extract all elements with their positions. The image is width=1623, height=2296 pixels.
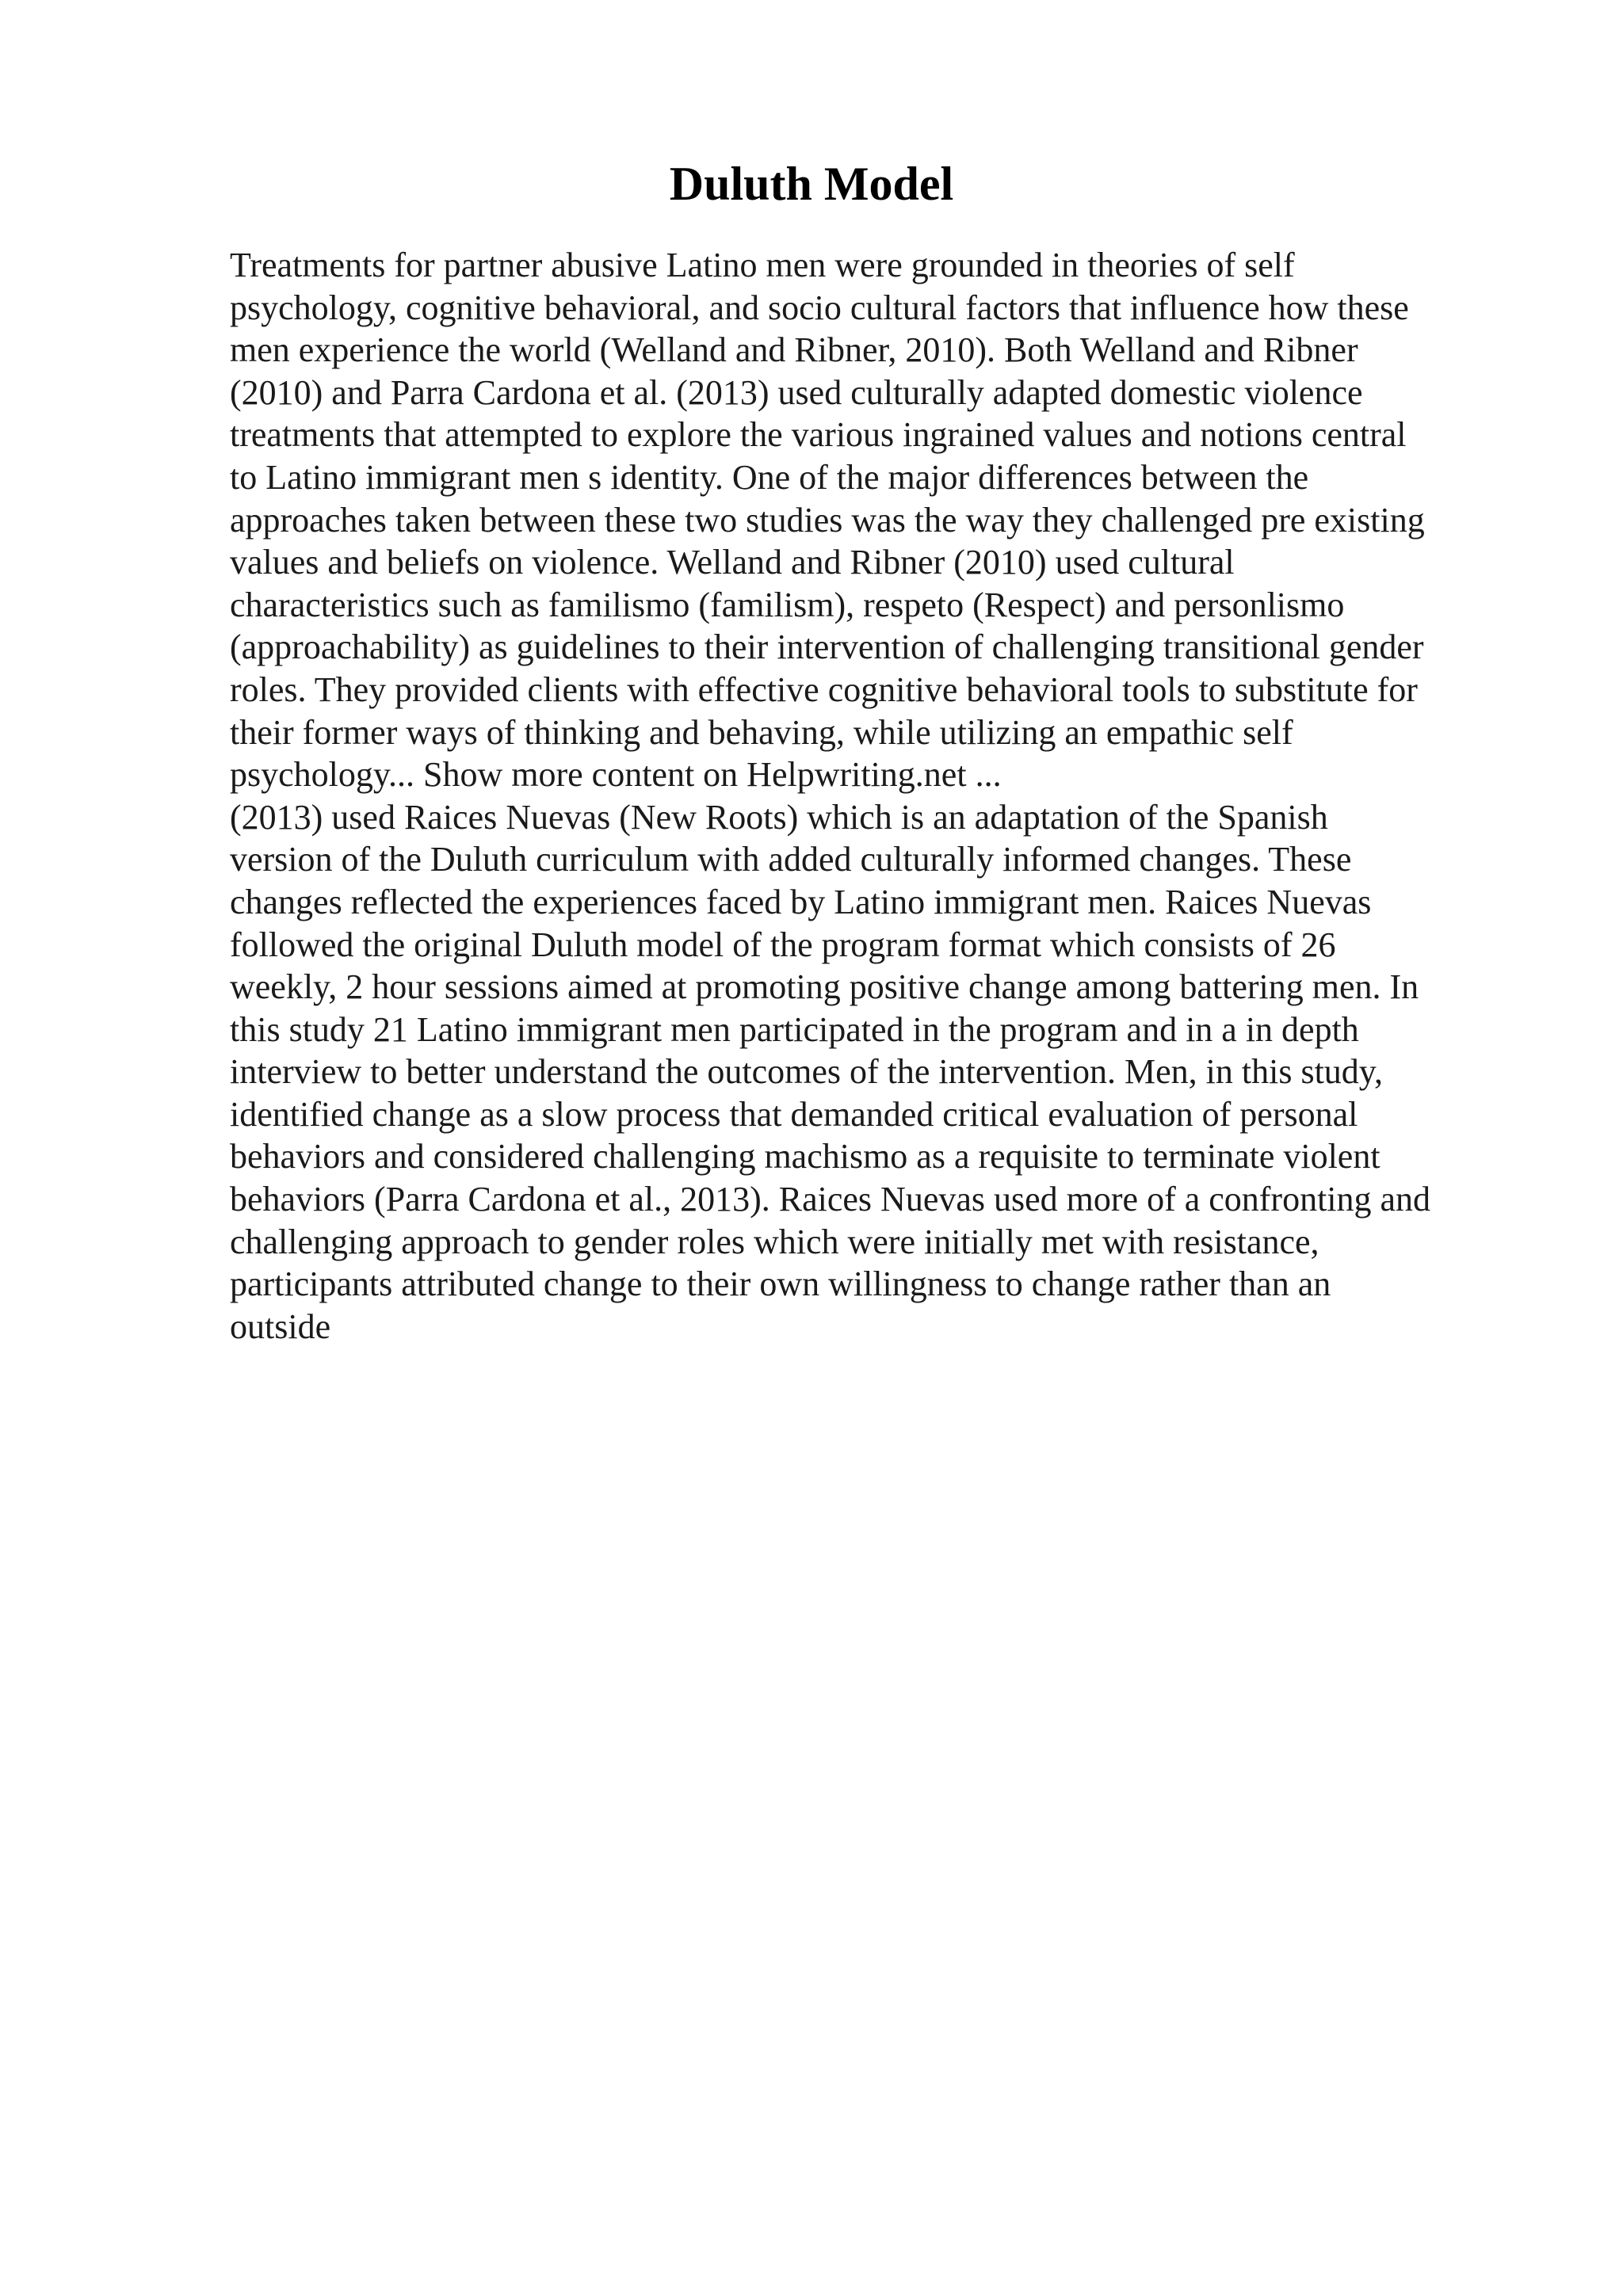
body-line: behaviors (Parra Cardona et al., 2013). Raices Nuevas used more of a confronting and <box>230 1180 1431 1219</box>
body-line: identified change as a slow process that demanded critical evaluation of personal <box>230 1094 1358 1134</box>
body-line: values and beliefs on violence. Welland and Ribner (2010) used cultural <box>230 543 1235 582</box>
body-line: outside <box>230 1306 331 1346</box>
body-line: Treatments for partner abusive Latino men were grounded in theories of self <box>230 246 1295 284</box>
body-line-show-more: psychology... Show more content on Helpwriting.net ... <box>230 755 1002 795</box>
body-line: roles. They provided clients with effective cognitive behavioral tools to substitute for <box>230 669 1418 709</box>
body-line: to Latino immigrant men s identity. One of the major differences between the <box>230 457 1309 497</box>
body-line: version of the Duluth curriculum with added culturally informed changes. These <box>230 840 1352 879</box>
body-line: weekly, 2 hour sessions aimed at promoting positive change among battering men. In <box>230 967 1419 1007</box>
body-line: psychology, cognitive behavioral, and socio cultural factors that influence how these <box>230 288 1409 327</box>
body-line: behaviors and considered challenging machismo as a requisite to terminate violent <box>230 1137 1381 1177</box>
body-line: (2013) used Raices Nuevas (New Roots) which is an adaptation of the Spanish <box>230 797 1328 837</box>
body-line: this study 21 Latino immigrant men participated in the program and in a in depth <box>230 1009 1359 1049</box>
body-line: participants attributed change to their own willingness to change rather than an <box>230 1264 1331 1304</box>
body-line: men experience the world (Welland and Ribner, 2010). Both Welland and Ribner <box>230 330 1358 370</box>
body-line: their former ways of thinking and behaving, while utilizing an empathic self <box>230 712 1293 752</box>
body-line: (approachability) as guidelines to their intervention of challenging transitional gender <box>230 627 1424 667</box>
document-body <box>230 244 1593 1348</box>
body-line: characteristics such as familismo (familism), respeto (Respect) and personlismo <box>230 585 1345 624</box>
body-line: (2010) and Parra Cardona et al. (2013) used culturally adapted domestic violence <box>230 372 1363 412</box>
body-line: approaches taken between these two studies was the way they challenged pre existing <box>230 500 1425 540</box>
body-line: treatments that attempted to explore the various ingrained values and notions central <box>230 415 1407 455</box>
body-line: challenging approach to gender roles which were initially met with resistance, <box>230 1222 1319 1261</box>
body-line: interview to better understand the outcomes of the intervention. Men, in this study, <box>230 1052 1383 1092</box>
document-title: Duluth Model <box>669 158 954 210</box>
body-line: changes reflected the experiences faced by Latino immigrant men. Raices Nuevas <box>230 882 1372 921</box>
body-line: followed the original Duluth model of the program format which consists of 26 <box>230 925 1336 964</box>
